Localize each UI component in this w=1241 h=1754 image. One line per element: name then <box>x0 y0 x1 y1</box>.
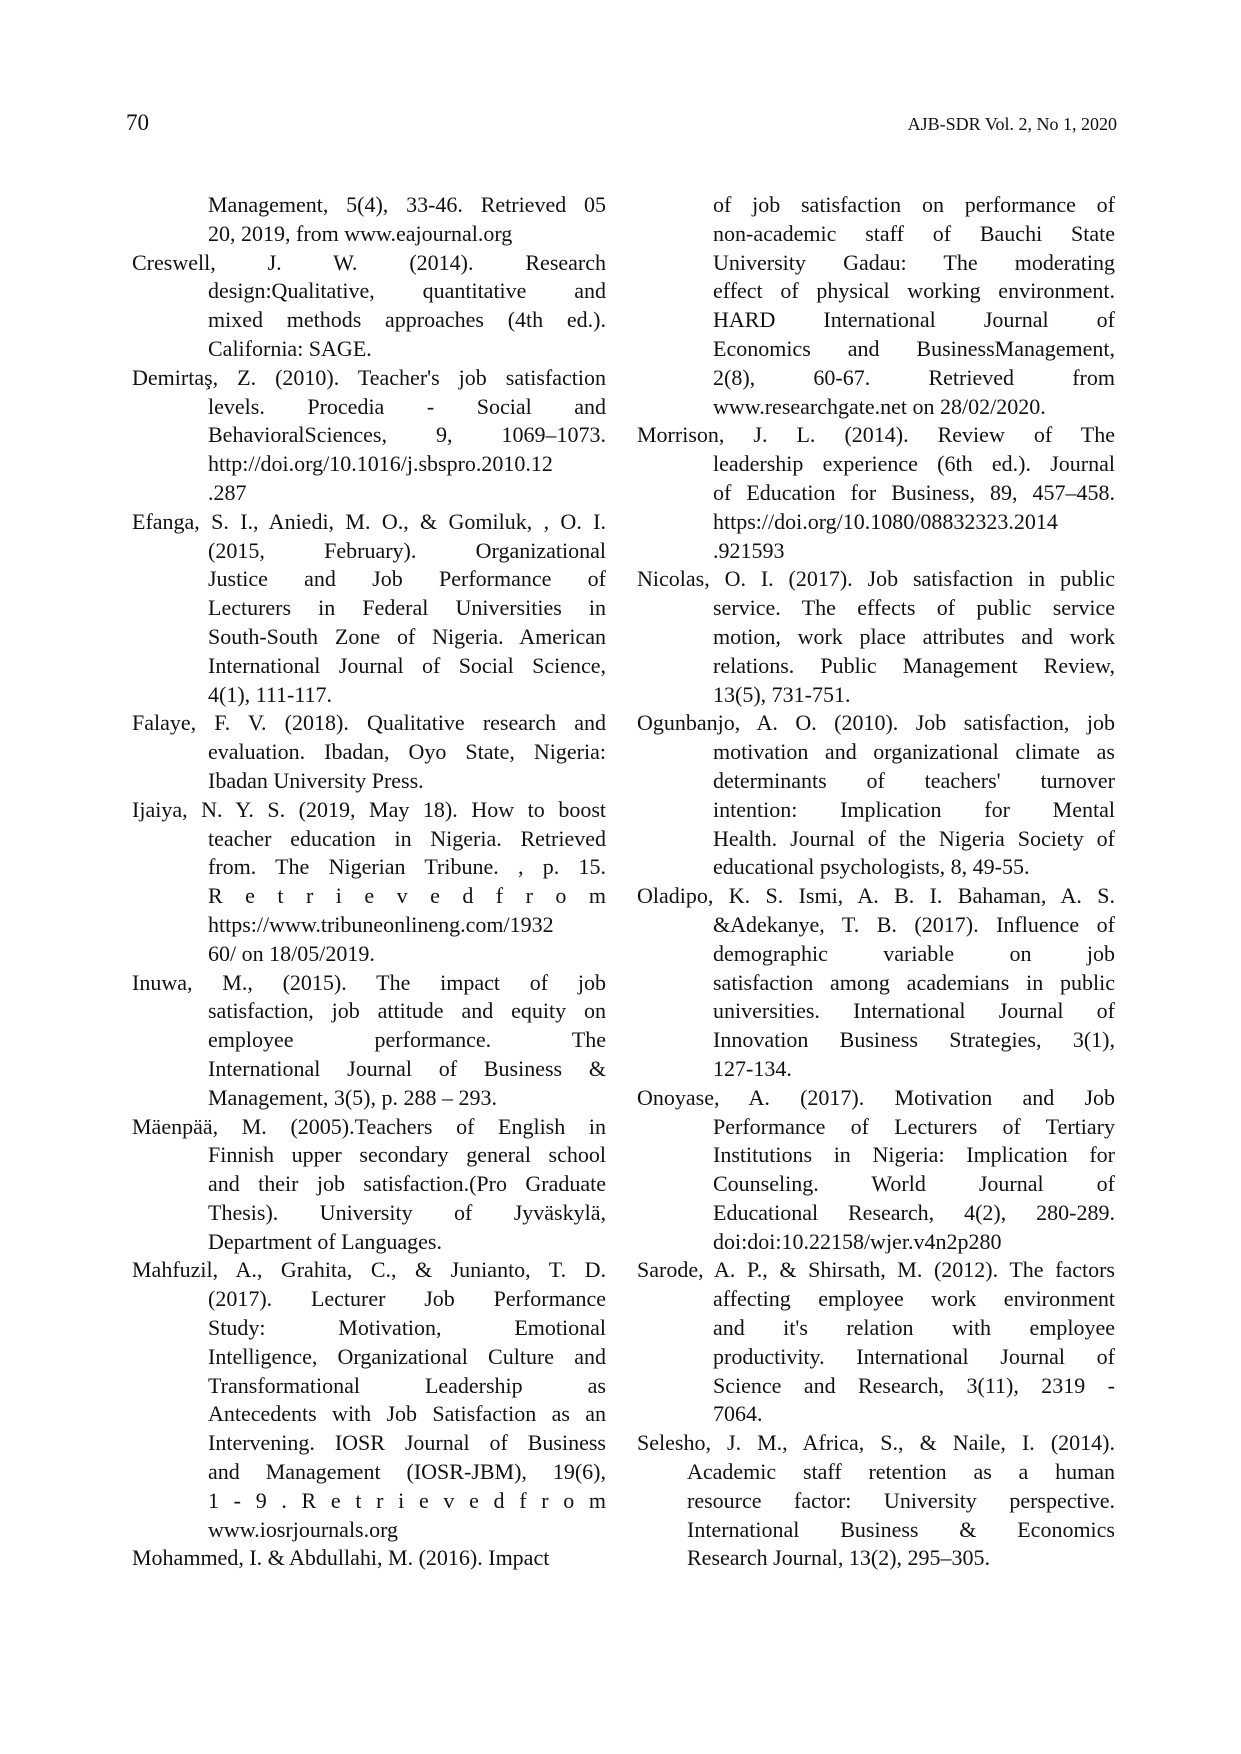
reference-line: &Adekanye, T. B. (2017). Influence of <box>713 911 1115 937</box>
reference-line: R e t r i e v e d f r o m <box>208 883 606 909</box>
reference-line: Performance of Lecturers of Tertiary <box>713 1113 1115 1139</box>
reference-line: Educational Research, 4(2), 280-289. <box>713 1199 1115 1225</box>
reference-line: Counseling. World Journal of <box>713 1171 1115 1197</box>
reference-line: productivity. International Journal of <box>713 1343 1115 1369</box>
reference-line: 60/ on 18/05/2019. <box>208 940 375 966</box>
reference-line: educational psychologists, 8, 49-55. <box>713 854 1030 880</box>
reference-line: from. The Nigerian Tribune. , p. 15. <box>208 854 606 880</box>
reference-line: non-academic staff of Bauchi State <box>713 220 1115 246</box>
reference-line: Lecturers in Federal Universities in <box>208 595 606 621</box>
reference-entry-mahfuzil-2017 <box>132 1256 606 1544</box>
reference-line: Ijaiya, N. Y. S. (2019, May 18). How to boost <box>132 796 606 822</box>
reference-line: satisfaction among academians in public <box>713 969 1115 995</box>
reference-line: 2(8), 60-67. Retrieved from <box>713 364 1115 390</box>
page-number: 70 <box>126 110 149 135</box>
reference-line: Science and Research, 3(11), 2319 - <box>713 1372 1115 1398</box>
reference-line: BehavioralSciences, 9, 1069–1073. <box>208 422 606 448</box>
reference-entry-demirtas-2010 <box>132 364 606 508</box>
reference-line: Onoyase, A. (2017). Motivation and Job <box>637 1084 1115 1110</box>
reference-line: 127-134. <box>713 1055 792 1081</box>
reference-entry-onoyase-2017 <box>637 1084 1115 1257</box>
reference-line: Intervening. IOSR Journal of Business <box>208 1430 606 1456</box>
reference-line: mixed methods approaches (4th ed.). <box>208 307 606 333</box>
reference-line: International Journal of Business & <box>208 1055 606 1081</box>
reference-line: Department of Languages. <box>208 1228 442 1254</box>
reference-line: Health. Journal of the Nigeria Society of <box>713 825 1115 851</box>
reference-line: determinants of teachers' turnover <box>713 767 1115 793</box>
reference-line: https://doi.org/10.1080/08832323.2014 <box>713 508 1058 534</box>
reference-line: motivation and organizational climate as <box>713 739 1115 765</box>
reference-entry-mohammed-2016 <box>132 1544 606 1573</box>
reference-line: University Gadau: The moderating <box>713 249 1115 275</box>
reference-line: relations. Public Management Review, <box>713 652 1115 678</box>
reference-line: Selesho, J. M., Africa, S., & Naile, I. (2014). <box>637 1430 1115 1456</box>
reference-line: www.researchgate.net on 28/02/2020. <box>713 393 1046 419</box>
reference-line: International Business & Economics <box>687 1516 1115 1542</box>
reference-line: Oladipo, K. S. Ismi, A. B. I. Bahaman, A. S. <box>637 883 1115 909</box>
reference-line: employee performance. The <box>208 1027 606 1053</box>
reference-line: Innovation Business Strategies, 3(1), <box>713 1027 1115 1053</box>
reference-line: Creswell, J. W. (2014). Research <box>132 249 606 275</box>
reference-line: leadership experience (6th ed.). Journal <box>713 451 1115 477</box>
reference-line: International Journal of Social Science, <box>208 652 606 678</box>
reference-line: (2015, February). Organizational <box>208 537 606 563</box>
reference-line: Management, 5(4), 33-46. Retrieved 05 <box>208 192 606 217</box>
reference-entry-mohammed-2016-cont <box>637 191 1115 421</box>
reference-line: Institutions in Nigeria: Implication for <box>713 1142 1115 1168</box>
reference-entry-continued-eajournal <box>132 191 606 249</box>
reference-line: Academic staff retention as a human <box>687 1459 1115 1485</box>
reference-entry-oladipo-2017 <box>637 882 1115 1084</box>
references-left-column <box>132 191 606 1573</box>
reference-line: resource factor: University perspective. <box>687 1487 1115 1513</box>
reference-line: levels. Procedia - Social and <box>208 393 606 419</box>
reference-entry-ijaiya-2019 <box>132 796 606 969</box>
reference-line: Morrison, J. L. (2014). Review of The <box>637 422 1115 448</box>
reference-line: Finnish upper secondary general school <box>208 1142 606 1168</box>
reference-line: Falaye, F. V. (2018). Qualitative research and <box>132 710 606 736</box>
reference-line: Economics and BusinessManagement, <box>713 335 1115 361</box>
reference-line: and their job satisfaction.(Pro Graduate <box>208 1171 606 1197</box>
reference-line: 20, 2019, from www.eajournal.org <box>208 220 513 246</box>
reference-line: Mohammed, I. & Abdullahi, M. (2016). Impact <box>132 1545 550 1571</box>
reference-line: 7064. <box>713 1401 763 1427</box>
reference-line: Study: Motivation, Emotional <box>208 1315 606 1341</box>
reference-line: 4(1), 111-117. <box>208 681 333 707</box>
reference-line: and it's relation with employee <box>713 1315 1115 1341</box>
reference-line: universities. International Journal of <box>713 998 1115 1024</box>
reference-line: (2017). Lecturer Job Performance <box>208 1286 606 1312</box>
reference-line: motion, work place attributes and work <box>713 623 1115 649</box>
reference-entry-nicolas-2017 <box>637 565 1115 709</box>
reference-line: intention: Implication for Mental <box>713 796 1115 822</box>
reference-entry-sarode-2012 <box>637 1256 1115 1429</box>
reference-line: affecting employee work environment <box>713 1286 1115 1312</box>
reference-line: http://doi.org/10.1016/j.sbspro.2010.12 <box>208 451 553 477</box>
reference-line: Mäenpää, M. (2005).Teachers of English in <box>132 1113 606 1139</box>
reference-line: .287 <box>208 479 247 505</box>
reference-line: 13(5), 731-751. <box>713 681 851 707</box>
reference-line: of job satisfaction on performance of <box>713 192 1115 217</box>
reference-line: Demirtaş, Z. (2010). Teacher's job satisfaction <box>132 364 606 390</box>
journal-running-head: AJB-SDR Vol. 2, No 1, 2020 <box>907 114 1117 134</box>
reference-line: California: SAGE. <box>208 335 372 361</box>
reference-line: Inuwa, M., (2015). The impact of job <box>132 969 606 995</box>
reference-line: of Education for Business, 89, 457–458. <box>713 479 1115 505</box>
reference-line: effect of physical working environment. <box>713 278 1115 304</box>
reference-line: Sarode, A. P., & Shirsath, M. (2012). The factors <box>637 1257 1115 1283</box>
reference-line: .921593 <box>713 537 785 563</box>
reference-line: teacher education in Nigeria. Retrieved <box>208 825 606 851</box>
reference-line: Antecedents with Job Satisfaction as an <box>208 1401 606 1427</box>
reference-line: Intelligence, Organizational Culture and <box>208 1343 606 1369</box>
reference-entry-ogunbanjo-2010 <box>637 709 1115 882</box>
reference-line: Thesis). University of Jyväskylä, <box>208 1199 606 1225</box>
reference-line: doi:doi:10.22158/wjer.v4n2p280 <box>713 1228 1002 1254</box>
reference-entry-creswell-2014 <box>132 249 606 364</box>
reference-line: Justice and Job Performance of <box>208 566 606 592</box>
reference-line: South-South Zone of Nigeria. American <box>208 623 606 649</box>
references-right-column <box>637 191 1115 1573</box>
reference-line: www.iosrjournals.org <box>208 1516 399 1542</box>
reference-line: demographic variable on job <box>713 940 1115 966</box>
reference-entry-falaye-2018 <box>132 709 606 795</box>
reference-line: https://www.tribuneonlineng.com/1932 <box>208 911 554 937</box>
reference-line: Ogunbanjo, A. O. (2010). Job satisfaction, job <box>637 710 1115 736</box>
reference-line: satisfaction, job attitude and equity on <box>208 998 606 1024</box>
reference-line: Ibadan University Press. <box>208 767 424 793</box>
reference-entry-maenpaa-2005 <box>132 1113 606 1257</box>
reference-line: Research Journal, 13(2), 295–305. <box>687 1545 991 1571</box>
reference-line: Transformational Leadership as <box>208 1372 606 1398</box>
reference-entry-efanga-2015 <box>132 508 606 710</box>
reference-line: HARD International Journal of <box>713 307 1115 333</box>
reference-entry-inuwa-2015 <box>132 969 606 1113</box>
reference-line: evaluation. Ibadan, Oyo State, Nigeria: <box>208 739 606 765</box>
reference-line: Mahfuzil, A., Grahita, C., & Junianto, T. D. <box>132 1257 606 1283</box>
reference-entry-morrison-2014 <box>637 421 1115 565</box>
reference-line: 1 - 9 . R e t r i e v e d f r o m <box>208 1487 606 1513</box>
reference-line: design:Qualitative, quantitative and <box>208 278 606 304</box>
reference-line: service. The effects of public service <box>713 595 1115 621</box>
reference-line: Management, 3(5), p. 288 – 293. <box>208 1084 497 1110</box>
reference-line: Nicolas, O. I. (2017). Job satisfaction in public <box>637 566 1115 592</box>
reference-line: and Management (IOSR-JBM), 19(6), <box>208 1459 606 1485</box>
reference-entry-selesho-2014 <box>637 1429 1115 1573</box>
reference-line: Efanga, S. I., Aniedi, M. O., & Gomiluk, , O. I. <box>132 508 606 534</box>
